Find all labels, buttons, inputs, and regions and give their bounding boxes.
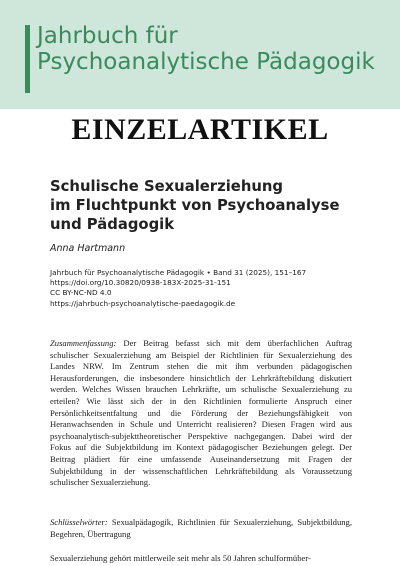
article-title: [50, 177, 380, 234]
article-title-line: Schulische Sexualerziehung: [50, 178, 284, 195]
keywords-text: Sexualpädagogik, Richtlinien für Sexualerziehung, Subjektbildung, Begehren, Übertragung: [50, 517, 352, 539]
journal-title-line-2: Psychoanalytische Pädagogik: [37, 48, 375, 75]
journal-header: [0, 0, 400, 109]
abstract: [50, 338, 352, 489]
article-metadata: [50, 268, 380, 309]
abstract-label: Zusammenfassung:: [50, 338, 124, 348]
article-title-line: im Fluchtpunkt von Psychoanalyse: [50, 197, 340, 214]
license-line: CC BY-NC-ND 4.0: [50, 288, 112, 298]
keywords: [50, 517, 352, 540]
journal-website-link[interactable]: https://jahrbuch-psychoanalytische-paedagogik.de: [50, 298, 236, 308]
keywords-label: Schlüsselwörter:: [50, 517, 112, 527]
journal-accent-bar: [25, 25, 30, 93]
journal-title: [37, 24, 375, 76]
author-name: Anna Hartmann: [50, 243, 126, 254]
citation-line: Jahrbuch für Psychoanalytische Pädagogik • Band 31 (2025), 151–167: [50, 268, 307, 277]
article-title-line: und Pädagogik: [50, 216, 175, 233]
body-text-start: Sexualerziehung gehört mittlerweile seit mehr als 50 Jahren schulformüber-: [50, 553, 311, 563]
doi-link[interactable]: https://doi.org/10.30820/0938-183X-2025-31-151: [50, 278, 231, 288]
section-heading: EINZELARTIKEL: [71, 113, 329, 146]
abstract-text: Der Beitrag befasst sich mit dem überfachlichen Auftrag schulischer Sexualerziehung am Beispiel der Richtlinien für Sexualerziehung des Landes NRW. Im Zentrum stehen die mit ihm verbunden pädagogischen Herausforderungen, die insbesondere hinsichtlich der Lehrkräftebildung diskutiert werden. Welches Wissen brauchen Lehrkräfte, um schulische Sexualerziehung zu erteilen? Wie lässt sich der in den Richtlinien formulierte Anspruch einer Persönlichkeitsentfaltung und die Förderung der Beziehungsfähigkeit von Heranwachsenden in Schule und Unterricht realisieren? Diesen Fragen wird aus psychoanalytisch-subjekttheoretischer Perspektive nachgegangen. Dabei wird der Fokus auf die Subjektbildung im Kontext pädagogischer Beziehungen gelegt. Der Beitrag plädiert für eine umfassende Auseinandersetzung mit Fragen der Subjektbildung in der wissenschaftlichen Lehrkräftebildung als Voraussetzung schulischer Sexualerziehung.: [50, 338, 352, 488]
journal-title-line-1: Jahrbuch für: [37, 23, 178, 49]
